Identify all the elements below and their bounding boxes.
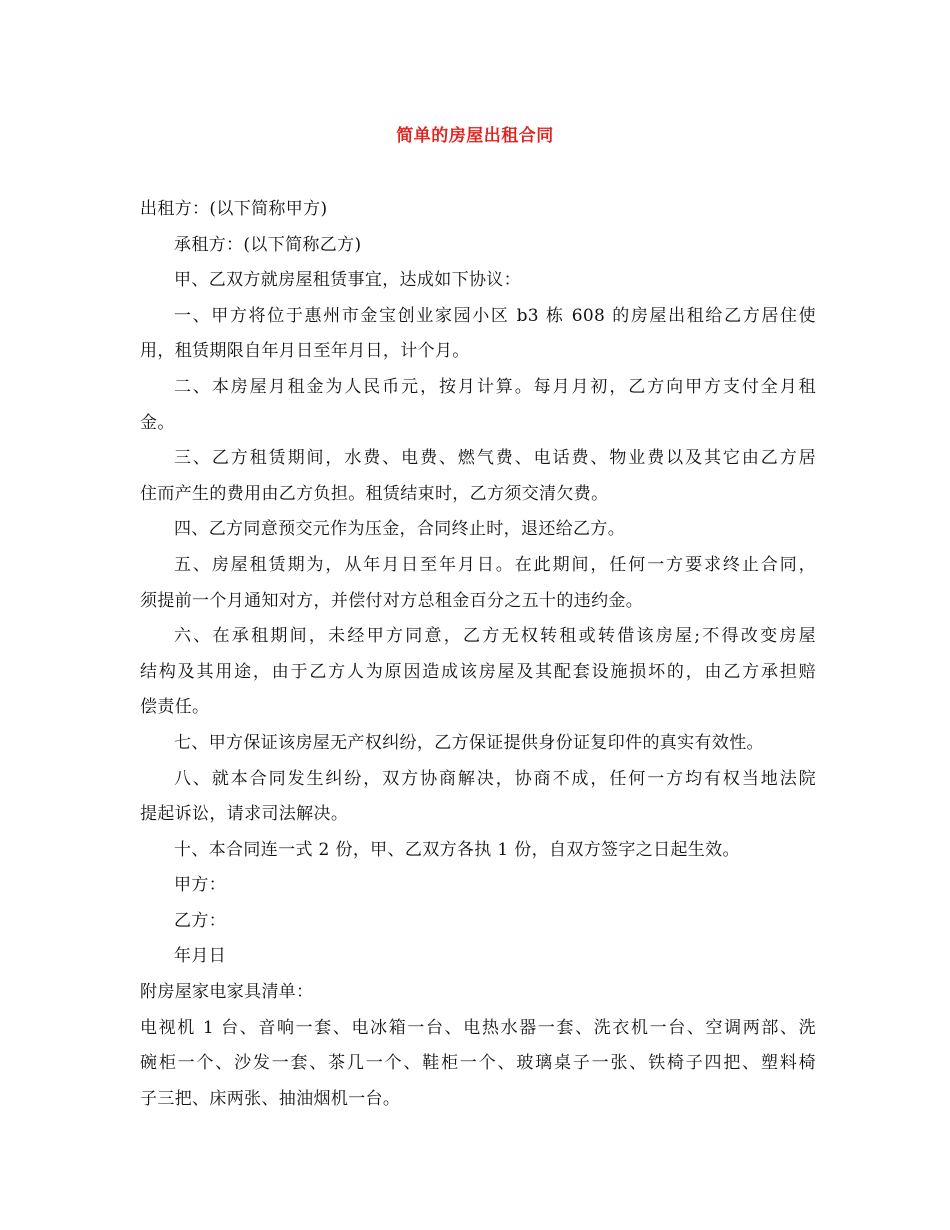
signature-date: 年月日 [174,946,227,967]
document-title: 简单的房屋出租合同 [396,126,554,146]
clause-3-line-1: 三、乙方租赁期间，水费、电费、燃气费、电话费、物业费以及其它由乙方居 [174,448,816,469]
clause-5-line-2: 须提前一个月通知对方，并偿付对方总租金百分之五十的违约金。 [140,590,644,611]
clause-6-line-3: 偿责任。 [140,697,210,718]
appliance-list-line-1: 电视机 1 台、音响一套、电冰箱一台、电热水器一套、洗衣机一台、空调两部、洗 [140,1017,816,1038]
clause-2-line-1: 二、本房屋月租金为人民币元，按月计算。每月月初，乙方向甲方支付全月租 [174,376,816,397]
lessor-line: 出租方：(以下简称甲方) [140,199,328,219]
clause-6-line-1: 六、在承租期间，未经甲方同意，乙方无权转租或转借该房屋;不得改变房屋 [174,626,816,647]
clause-10-line-1: 十、本合同连一式 2 份，甲、乙双方各执 1 份，自双方签字之日起生效。 [174,839,740,860]
appliance-list-line-3: 子三把、床两张、抽油烟机一台。 [140,1088,401,1109]
clause-5-line-1: 五、房屋租赁期为，从年月日至年月日。在此期间，任何一方要求终止合同， [174,554,816,575]
appliance-list-line-2: 碗柜一个、沙发一套、茶几一个、鞋柜一个、玻璃桌子一张、铁椅子四把、塑料椅 [140,1053,816,1074]
clause-8-line-1: 八、就本合同发生纠纷，双方协商解决，协商不成，任何一方均有权当地法院 [174,768,816,789]
document-body [140,192,816,1117]
appliance-list-heading: 附房屋家电家具清单： [140,982,314,1003]
party-a-signature-label: 甲方： [174,875,227,896]
clause-2-line-2: 金。 [140,412,175,433]
clause-7-line-1: 七、甲方保证该房屋无产权纠纷，乙方保证提供身份证复印件的真实有效性。 [174,732,764,753]
clause-3-line-2: 住而产生的费用由乙方负担。租赁结束时，乙方须交清欠费。 [140,483,609,504]
clause-4-line-1: 四、乙方同意预交元作为压金，合同终止时，退还给乙方。 [174,519,626,540]
clause-6-line-2: 结构及其用途，由于乙方人为原因造成该房屋及其配套设施损坏的，由乙方承担赔 [140,661,816,682]
party-b-signature-label: 乙方： [174,910,227,931]
clause-1-line-1: 一、甲方将位于惠州市金宝创业家园小区 b3 栋 608 的房屋出租给乙方居住使 [174,305,816,326]
clause-1-line-2: 用，租赁期限自年月日至年月日，计个月。 [140,341,470,362]
lessee-line: 承租方：(以下简称乙方) [174,234,362,255]
agreement-intro: 甲、乙双方就房屋租赁事宜，达成如下协议： [174,270,521,291]
clause-8-line-2: 提起诉讼，请求司法解决。 [140,804,349,825]
